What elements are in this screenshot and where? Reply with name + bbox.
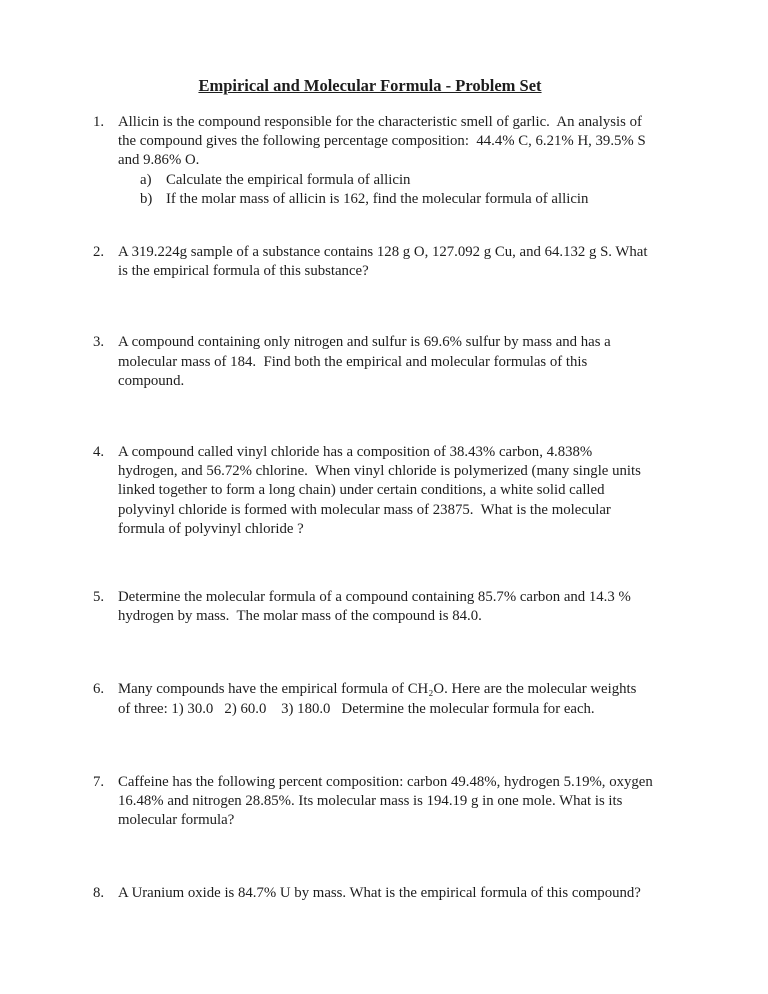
problem-text-line: hydrogen by mass. The molar mass of the compound is 84.0.: [118, 608, 482, 625]
problem-item-7: [93, 773, 693, 831]
problem-item-2: [93, 243, 693, 281]
problem-text-line: formula of polyvinyl chloride ?: [118, 520, 304, 537]
subitem-text: Calculate the empirical formula of allicin: [166, 171, 411, 188]
problem-text-line: is the empirical formula of this substance?: [118, 263, 369, 280]
problem-body: [118, 243, 693, 281]
problem-body: [118, 773, 693, 831]
problem-text-line: of three: 1) 30.0 2) 60.0 3) 180.0 Determine the molecular formula for each.: [118, 700, 595, 717]
problem-text-line: Determine the molecular formula of a compound containing 85.7% carbon and 14.3 %: [118, 589, 631, 606]
problem-body: [118, 680, 693, 718]
document-title-text: Empirical and Molecular Formula - Problem Set: [198, 76, 542, 95]
subitem-label: a): [140, 171, 152, 188]
problem-text-line: and 9.86% O.: [118, 152, 200, 169]
problem-text-line: the compound gives the following percentage composition: 44.4% C, 6.21% H, 39.5% S: [118, 133, 646, 150]
subitem-label: b): [140, 190, 153, 207]
problem-item-5: [93, 588, 693, 626]
problem-number: 8.: [93, 885, 105, 902]
problem-text-line: Allicin is the compound responsible for the characteristic smell of garlic. An analysis of: [118, 114, 642, 130]
subitem-text: If the molar mass of allicin is 162, find the molecular formula of allicin: [166, 190, 589, 207]
problem-text-line: hydrogen, and 56.72% chlorine. When vinyl chloride is polymerized (many single units: [118, 463, 641, 480]
problem-text-line: linked together to form a long chain) under certain conditions, a white solid called: [118, 482, 605, 499]
problem-item-8: [93, 884, 693, 903]
problem-text-line: compound.: [118, 372, 185, 389]
problem-number: 4.: [93, 444, 105, 461]
problem-number: 6.: [93, 681, 105, 698]
problem-body: [118, 884, 693, 903]
problem-number: 5.: [93, 589, 105, 606]
problem-text-line: molecular formula?: [118, 812, 235, 829]
problem-text-line: molecular mass of 184. Find both the empirical and molecular formulas of this: [118, 353, 588, 370]
problem-number: 3.: [93, 334, 105, 351]
problem-number: 1.: [93, 114, 105, 130]
problem-text-line: Many compounds have the empirical formula of CH₂O. Here are the molecular weights: [118, 681, 637, 698]
problem-body: [118, 588, 693, 626]
problem-body: [118, 333, 693, 391]
problem-text-line: A compound called vinyl chloride has a composition of 38.43% carbon, 4.838%: [118, 444, 593, 461]
problem-text-line: A compound containing only nitrogen and sulfur is 69.6% sulfur by mass and has a: [118, 334, 611, 351]
problem-item-4: [93, 443, 693, 539]
problem-subitem-a: [140, 171, 693, 190]
document-title: [12, 76, 728, 96]
problem-text-line: polyvinyl chloride is formed with molecular mass of 23875. What is the molecular: [118, 501, 611, 518]
problem-text-line: A Uranium oxide is 84.7% U by mass. What is the empirical formula of this compound?: [118, 885, 641, 902]
problem-text-line: 16.48% and nitrogen 28.85%. Its molecular mass is 194.19 g in one mole. What is its: [118, 793, 623, 810]
problem-number: 7.: [93, 773, 105, 790]
problem-list: [93, 113, 693, 904]
problem-text-line: A 319.224g sample of a substance contains 128 g O, 127.092 g Cu, and 64.132 g S. What: [118, 244, 648, 261]
problem-subitem-b: [140, 190, 693, 209]
problem-item-3: [93, 333, 693, 391]
problem-text-line: Caffeine has the following percent composition: carbon 49.48%, hydrogen 5.19%, oxygen: [118, 773, 653, 790]
problem-body: [118, 443, 693, 539]
problem-body: [118, 113, 693, 209]
problem-item-6: [93, 680, 693, 718]
problem-number: 2.: [93, 244, 105, 261]
problem-item-1: [93, 113, 693, 209]
